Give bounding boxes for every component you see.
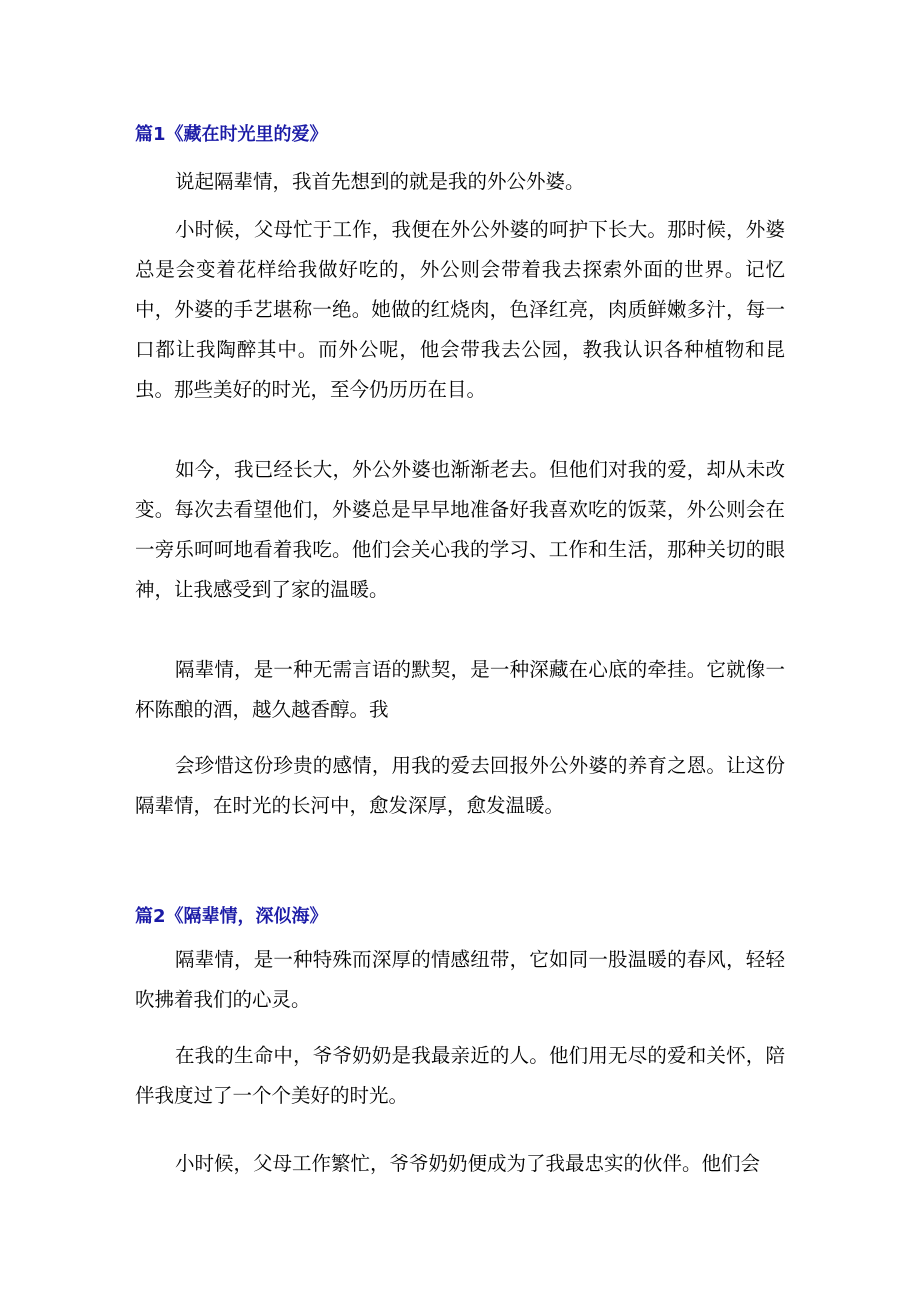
- section-1-paragraph-5: 会珍惜这份珍贵的感情，用我的爱去回报外公外婆的养育之恩。让这份隔辈情，在时光的长河中，愈发深厚，愈发温暖。: [135, 754, 785, 817]
- section-2-paragraph-1: 隔辈情，是一种特殊而深厚的情感纽带，它如同一股温暖的春风，轻轻吹拂着我们的心灵。: [135, 948, 785, 1011]
- section-2-paragraph-2: 在我的生命中，爷爷奶奶是我最亲近的人。他们用无尽的爱和关怀，陪伴我度过了一个个美好的时光。: [135, 1044, 785, 1107]
- section-1-paragraph-4: 隔辈情，是一种无需言语的默契，是一种深藏在心底的牵挂。它就像一杯陈酿的酒，越久越香醇。我: [135, 658, 785, 721]
- section-1-paragraph-3: 如今，我已经长大，外公外婆也渐渐老去。但他们对我的爱，却从未改变。每次去看望他们，外婆总是早早地准备好我喜欢吃的饭菜，外公则会在一旁乐呵呵地看着我吃。他们会关心我的学习、工作和生活，那种关切的眼神，让我感受到了家的温暖。: [135, 458, 785, 601]
- section-1-heading: 篇1《藏在时光里的爱》: [135, 124, 328, 145]
- section-2-paragraph-3: 小时候，父母工作繁忙，爷爷奶奶便成为了我最忠实的伙伴。他们会: [175, 1152, 761, 1175]
- section-2-heading: 篇2《隔辈情，深似海》: [135, 906, 328, 927]
- section-1-paragraph-1: 说起隔辈情，我首先想到的就是我的外公外婆。: [175, 170, 585, 193]
- section-1-paragraph-2: 小时候，父母忙于工作，我便在外公外婆的呵护下长大。那时候，外婆总是会变着花样给我做好吃的，外公则会带着我去探索外面的世界。记忆中，外婆的手艺堪称一绝。她做的红烧肉，色泽红亮，肉质鲜嫩多汁，每一口都让我陶醉其中。而外公呢，他会带我去公园，教我认识各种植物和昆虫。那些美好的时光，至今仍历历在目。: [135, 218, 785, 401]
